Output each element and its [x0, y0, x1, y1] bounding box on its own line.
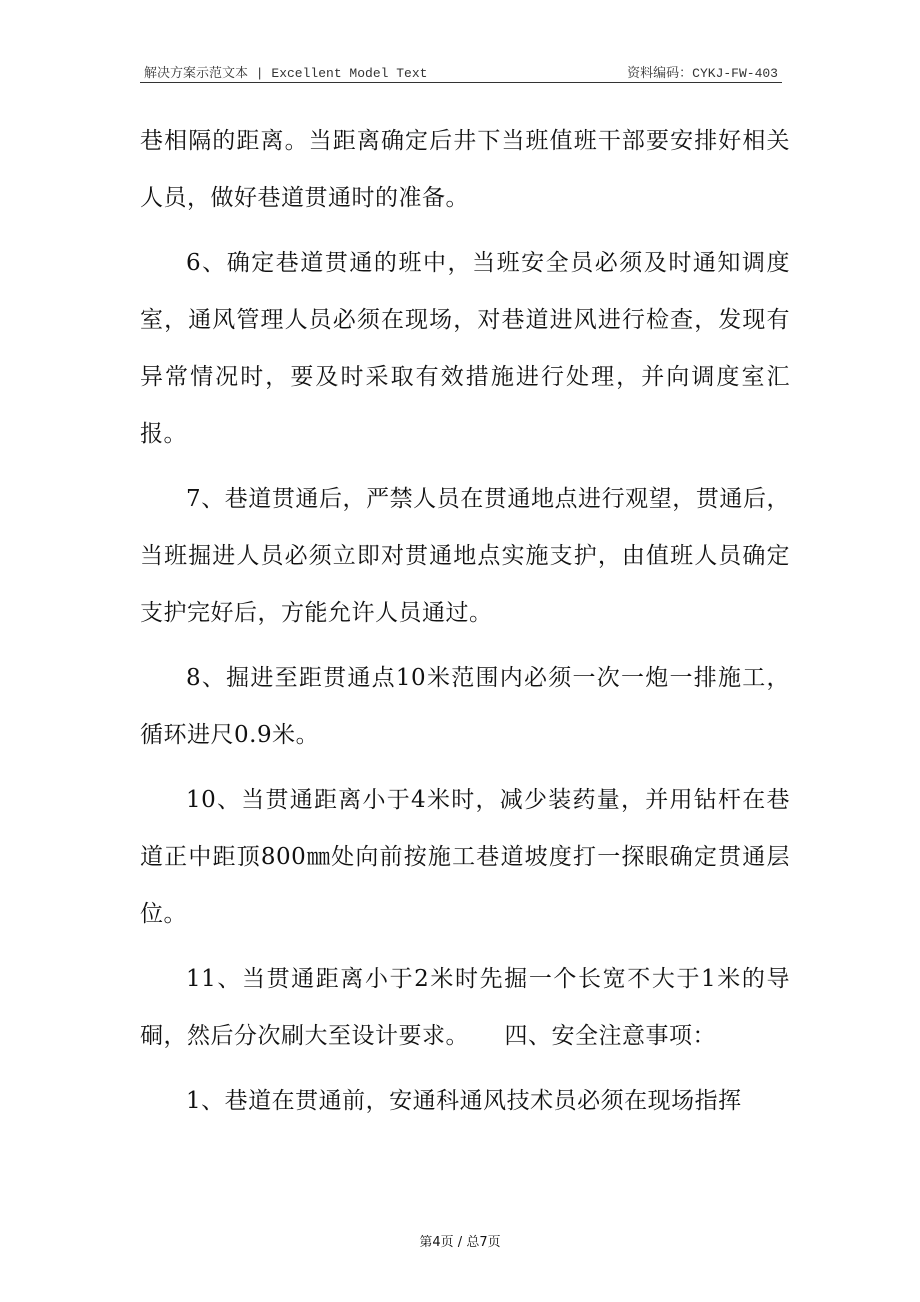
paragraph-item-7: 7、巷道贯通后，严禁人员在贯通地点进行观望，贯通后，当班掘进人员必须立即对贯通地点实施支护，由值班人员确定支护完好后，方能允许人员通过。 — [140, 486, 790, 626]
page-header — [140, 58, 782, 83]
paragraph-continued: 巷相隔的距离。当距离确定后井下当班值班干部要安排好相关人员，做好巷道贯通时的准备。 — [140, 128, 790, 211]
paragraph-item-10: 10、当贯通距离小于4米时，减少装药量，并用钻杆在巷道正中距顶800㎜处向前按施工巷道坡度打一探眼确定贯通层位。 — [140, 787, 790, 927]
paragraph-item-6: 6、确定巷道贯通的班中，当班安全员必须及时通知调度室，通风管理人员必须在现场，对巷道进风进行检查，发现有异常情况时，要及时采取有效措施进行处理，并向调度室汇报。 — [140, 250, 790, 447]
page-number: 第4页 / 总7页 — [419, 1235, 501, 1250]
paragraph-item-8: 8、掘进至距贯通点10米范围内必须一次一炮一排施工，循环进尺0.9米。 — [140, 665, 790, 748]
paragraph-safety-item-1: 1、巷道在贯通前，安通科通风技术员必须在现场指挥 — [186, 1088, 742, 1114]
header-left-text: 解决方案示范文本 | Excellent Model Text — [144, 66, 428, 81]
paragraph-item-11: 11、当贯通距离小于2米时先掘一个长宽不大于1米的导硐，然后分次刷大至设计要求。 四、安全注意事项： — [140, 966, 790, 1049]
document-code: 资料编码：CYKJ-FW-403 — [627, 66, 778, 81]
document-body — [140, 113, 790, 1138]
